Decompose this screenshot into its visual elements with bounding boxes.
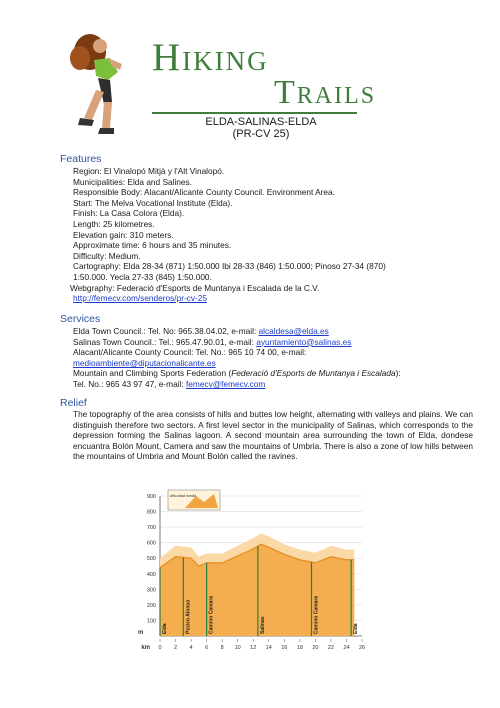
x-tick-label: 14 [265,645,272,651]
x-tick-label: 8 [220,645,224,651]
relief-text: The topography of the area consists of hills and buttes low height, alternating with valleys and plains. We can distinguish therefore two sectors. A first level sector in the municipality of Salinas, which corresponds to the depression forming the Salinas lagoon. A second mountain area surrounding the town of Elda, dondese encuantra Bolón Mount, Camera and saw the mountains of Umbria. There is also a zone of low hills between the mountains of Umbria and Mount Bolón called the ravines. [73,409,473,462]
web-link[interactable]: http://femecv.com/senderos/pr-cv-25 [73,293,208,304]
x-tick-label: 6 [205,645,209,651]
x-tick-label: 16 [281,645,288,651]
waypoint-label: Elda [162,623,168,634]
y-tick-label: 500 [146,556,156,563]
y-axis-label: m [138,630,144,636]
x-tick-label: 2 [174,645,178,651]
feature-line: Finish: La Casa Colora (Elda). [73,208,185,219]
features-heading: Features [60,153,102,165]
federation-suffix: ): [395,368,401,379]
title-rule [152,112,357,114]
x-tick-label: 0 [158,645,162,651]
x-axis-label: km [141,645,150,651]
federation-contact: Mountain and Climbing Sports Federation ( [73,368,232,379]
salinas-email-link[interactable]: ayuntamiento@salinas.es [256,336,352,347]
elevation-profile-chart [130,488,375,658]
route-code: (PR-CV 25) [232,128,290,140]
waypoint-label: Salinas [259,616,266,634]
elda-email-link[interactable]: alcaldesa@elda.es [258,326,329,336]
x-tick-label: 18 [296,645,303,651]
relief-heading: Relief [60,397,87,409]
feature-line: 1:50.000. Yecla 27-33 (845) 1:50.000. [73,271,212,282]
federation-tel: Tel. No.: 965 43 97 47, e-mail: [73,378,186,389]
y-tick-label: 900 [146,494,156,500]
y-tick-label: 300 [146,587,156,594]
county-email-link[interactable]: medioambiente@diputacionalicante.es [73,357,216,368]
y-tick-label: 100 [146,618,156,625]
waypoint-label: Camino Camara [208,595,215,634]
y-tick-label: 400 [146,571,156,578]
x-tick-label: 10 [234,645,241,651]
x-tick-label: 20 [312,645,319,651]
waypoint-label: Pozico Alonso [185,599,192,634]
features-list [70,166,473,304]
brand-hiking: Hiking [152,36,269,79]
salinas-contact: Salinas Town Council.: Tel.: 965.47.90.01, e-mail: [73,336,257,347]
services-heading: Services [60,313,101,325]
feature-line: Region: El Vinalopó Mitjà y l'Alt Vinalopó. [73,166,225,176]
federation-email-link[interactable]: femecv@femecv.com [186,378,266,389]
brand-trails: Trails [274,74,377,111]
y-tick-label: 600 [146,540,156,547]
feature-line: Length: 25 kilometres. [73,218,155,229]
feature-line: Municipalities: Elda and Salines. [73,176,192,187]
feature-line: Webgraphy: Federació d'Esports de Muntanya i Escalada de la C.V. [70,282,320,293]
waypoint-label: Camino Camara [313,595,320,634]
services-list [73,326,473,390]
route-name: ELDA-SALINAS-ELDA [205,116,317,128]
elda-contact: Elda Town Council.: Tel. No: 965.38.04.02, e-mail: [73,326,259,336]
waypoint-label: Elda [353,623,360,634]
feature-line: Difficulty: Medium. [73,250,141,261]
federation-name: Federació d'Esports de Muntanya i Escalada [231,368,396,379]
feature-line: Start: The Melva Vocational Institute (Elda). [73,197,233,208]
y-tick-label: 200 [146,602,156,609]
x-tick-label: 22 [327,645,334,651]
feature-line: Approximate time: 6 hours and 35 minutes. [73,240,232,251]
feature-line: Responsible Body: Alacant/Alicante County Council. Environment Area. [73,187,335,198]
difficulty-label: dificultad media [170,494,197,498]
x-tick-label: 26 [358,645,366,651]
y-tick-label: 700 [146,525,156,532]
y-tick-label: 800 [146,509,156,516]
county-contact: Alacant/Alicante County Council: Tel. No.: 965 10 74 00, e-mail: [73,347,307,358]
feature-line: Elevation gain: 310 meters. [73,229,174,240]
hiker-illustration [50,30,136,138]
x-tick-label: 4 [189,645,193,651]
x-tick-label: 12 [250,645,257,651]
x-tick-label: 24 [343,645,350,651]
feature-line: Cartography: Elda 28-34 (871) 1:50.000 Ibi 28-33 (846) 1:50.000; Pinoso 27-34 (870) [73,261,386,272]
